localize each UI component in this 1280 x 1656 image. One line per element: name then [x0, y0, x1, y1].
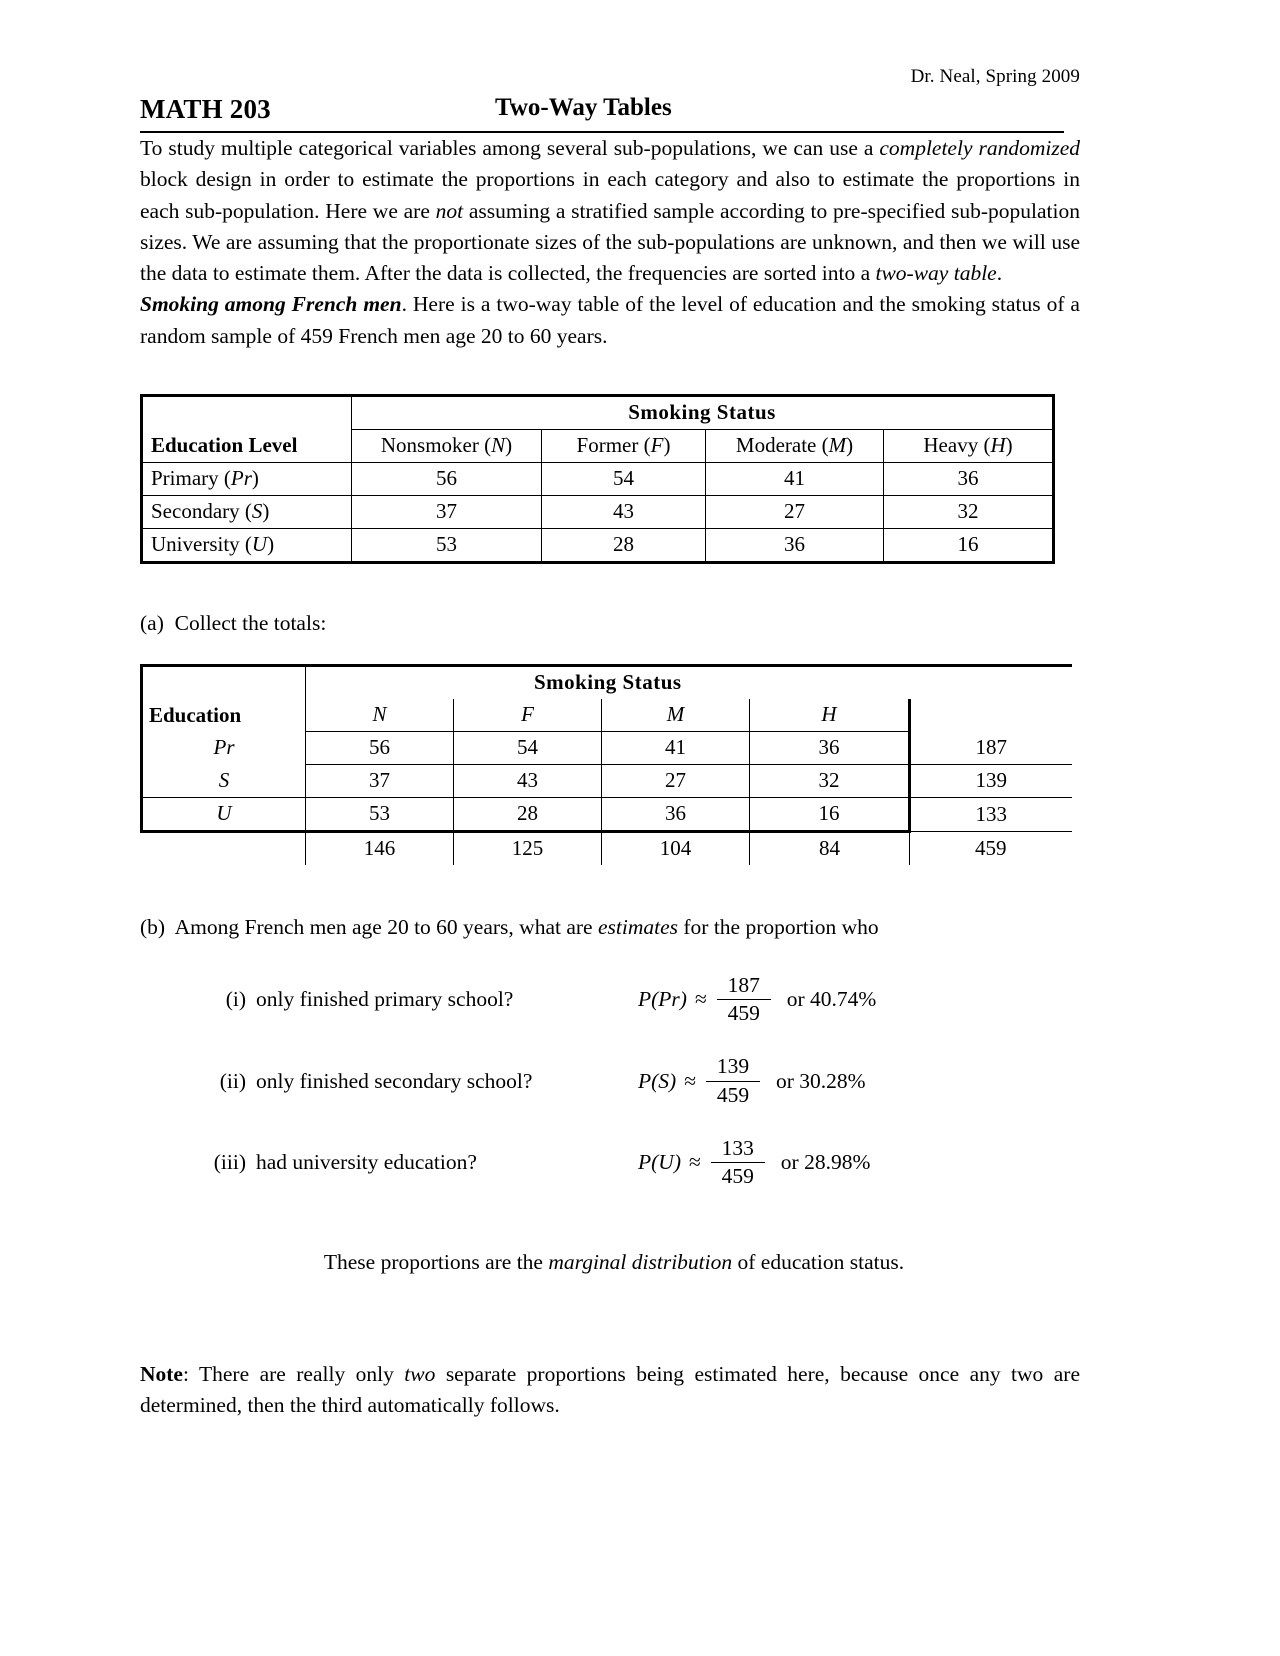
table2-row-total: 133 — [910, 797, 1072, 831]
row-label-symbol: Pr — [230, 466, 252, 491]
table1-cell: 37 — [352, 495, 542, 528]
part-b-emphasis: estimates — [597, 914, 678, 939]
table2-cell: 32 — [750, 764, 910, 797]
marginal-emphasis: marginal distribution — [548, 1250, 733, 1275]
table1-cell: 56 — [352, 462, 542, 495]
table2-row-label-u: U — [142, 797, 306, 831]
row-label-symbol: U — [251, 532, 268, 557]
table2-row-total: 187 — [910, 731, 1072, 764]
table2-cell: 28 — [454, 797, 602, 831]
table-row — [142, 731, 1072, 764]
table2-cell: 53 — [306, 797, 454, 831]
table2-row-label-s: S — [142, 764, 306, 797]
col-header-close: ) — [663, 433, 671, 458]
question-item-ii — [202, 1055, 1080, 1106]
intro-text-3: assuming a stratified sample according to pre-specified sub-population sizes. We are assuming that the proportionate sizes of the sub-populations are unknown, and then we will use the data to estimate them. After the data is collected, the frequencies are sorted into a — [140, 198, 1080, 286]
col-header-close: ) — [846, 433, 854, 458]
row-label-text: Secondary ( — [151, 499, 252, 524]
col-header-text: Nonsmoker ( — [380, 433, 492, 458]
probability-expression: P(S) — [638, 1068, 677, 1093]
approx-sign: ≈ — [688, 1150, 701, 1175]
table2-column-total: 104 — [602, 831, 750, 865]
question-formula — [638, 1055, 866, 1106]
smoking-section-body: . Here is a two-way table of the level of education and the smoking status of a random sample of 459 French men age 20 to 60 years. — [140, 292, 1080, 348]
fraction-numerator: 133 — [721, 1135, 754, 1160]
table1-col-header-heavy — [884, 429, 1054, 462]
fraction-denominator: 459 — [727, 1001, 760, 1026]
part-b-text-2: for the proportion who — [678, 914, 879, 939]
table2-column-total: 125 — [454, 831, 602, 865]
row-label-close: ) — [251, 466, 259, 491]
table2-col-header-f: F — [454, 699, 602, 732]
percent-value: or 30.28% — [776, 1068, 866, 1093]
question-formula — [638, 1137, 870, 1188]
table2-totals-label — [142, 831, 306, 865]
table2-cell: 27 — [602, 764, 750, 797]
table2-row-label-pr: Pr — [142, 731, 306, 764]
intro-emphasis-1: completely randomized — [879, 136, 1080, 160]
question-formula — [638, 974, 876, 1025]
approx-sign: ≈ — [684, 1068, 697, 1093]
table-row-group-header — [142, 395, 1054, 429]
row-label-text: Primary ( — [151, 466, 231, 491]
table2-row-header-label: Education — [142, 699, 306, 732]
question-text: had university education? — [256, 1150, 477, 1175]
part-b-line — [140, 915, 1080, 940]
fraction — [706, 1055, 760, 1106]
table2-cell: 43 — [454, 764, 602, 797]
part-a-label: (a) — [140, 610, 164, 635]
table1-cell: 54 — [542, 462, 706, 495]
part-b-label: (b) — [140, 914, 166, 939]
table2-col-header-m: M — [602, 699, 750, 732]
table1-row-label-secondary — [142, 495, 352, 528]
fraction — [711, 1137, 765, 1188]
table2-col-header-h: H — [750, 699, 910, 732]
table1-col-header-moderate — [706, 429, 884, 462]
col-header-symbol: F — [650, 433, 664, 458]
intro-emphasis-3: two-way table — [875, 261, 997, 286]
table2-spacer-top — [910, 665, 1072, 699]
question-text: only finished secondary school? — [256, 1068, 533, 1093]
fraction-bar — [706, 1081, 760, 1082]
table2-cell: 36 — [750, 731, 910, 764]
part-b-text-1: Among French men age 20 to 60 years, what are — [174, 914, 598, 939]
fraction-denominator: 459 — [721, 1164, 754, 1189]
marginal-text-2: of education status. — [732, 1250, 905, 1275]
col-header-text: Former ( — [576, 433, 651, 458]
col-header-close: ) — [1005, 433, 1013, 458]
question-item-i — [202, 974, 1080, 1025]
table1-cell: 27 — [706, 495, 884, 528]
note-paragraph — [140, 1359, 1080, 1421]
table-row — [142, 462, 1054, 495]
intro-paragraph — [140, 133, 1080, 289]
table-row-totals — [142, 831, 1072, 865]
table-row — [142, 528, 1054, 562]
header-author: Dr. Neal, Spring 2009 — [910, 66, 1080, 87]
question-text: only finished primary school? — [256, 987, 514, 1012]
table1-cell: 36 — [706, 528, 884, 562]
part-a-line — [140, 611, 1080, 636]
table1-cell: 32 — [884, 495, 1054, 528]
table1-col-header-former — [542, 429, 706, 462]
table2-cell: 16 — [750, 797, 910, 831]
col-header-symbol: H — [990, 433, 1006, 458]
table-row — [142, 764, 1072, 797]
table1-cell: 36 — [884, 462, 1054, 495]
table1-cell: 28 — [542, 528, 706, 562]
table2-cell: 54 — [454, 731, 602, 764]
fraction-denominator: 459 — [716, 1082, 750, 1107]
percent-value: or 28.98% — [780, 1150, 871, 1175]
table2-spacer-header — [910, 699, 1072, 732]
note-emphasis: two — [404, 1362, 436, 1387]
table2-cell: 36 — [602, 797, 750, 831]
col-header-close: ) — [505, 433, 513, 458]
probability-expression: P(U) — [638, 1150, 681, 1175]
table-row-group-header — [142, 665, 1072, 699]
table2-grand-total: 459 — [975, 835, 1007, 860]
table1-cell: 16 — [884, 528, 1054, 562]
intro-emphasis-2: not — [435, 198, 464, 223]
col-header-text: Heavy ( — [923, 433, 991, 458]
table-row — [142, 495, 1054, 528]
page-title: Two-Way Tables — [495, 94, 672, 121]
table2-cell: 56 — [306, 731, 454, 764]
row-label-text: University ( — [151, 532, 252, 557]
fraction-numerator: 139 — [716, 1054, 750, 1079]
two-way-table-container — [140, 394, 1080, 564]
table-row-column-headers — [142, 699, 1072, 732]
marginal-text-1: These proportions are the — [323, 1250, 549, 1275]
table2-row-total: 139 — [910, 764, 1072, 797]
table1-cell: 41 — [706, 462, 884, 495]
page-content — [140, 0, 1080, 1421]
table2-column-total: 84 — [750, 831, 910, 865]
table1-col-header-nonsmoker — [352, 429, 542, 462]
course-code: MATH 203 — [140, 94, 271, 124]
table2-cell: 41 — [602, 731, 750, 764]
smoking-section-paragraph — [140, 289, 1080, 352]
table-row — [142, 797, 1072, 831]
table1-corner-cell — [142, 395, 352, 429]
table2-column-total: 146 — [306, 831, 454, 865]
col-header-text: Moderate ( — [735, 433, 829, 458]
fraction-numerator: 187 — [727, 972, 760, 997]
header-title-row — [140, 94, 1080, 125]
row-label-close: ) — [267, 532, 275, 557]
approx-sign: ≈ — [694, 987, 707, 1012]
marginal-distribution-note — [140, 1250, 1080, 1275]
intro-text-4: . — [996, 261, 1003, 286]
table2-group-header: Smoking Status — [306, 665, 910, 699]
table1-group-header: Smoking Status — [352, 395, 1054, 429]
table1-row-label-primary — [142, 462, 352, 495]
table1-row-header-label: Education Level — [142, 429, 352, 462]
intro-text-1: To study multiple categorical variables among several sub-populations, we can use a — [140, 136, 880, 160]
question-label: (iii) — [213, 1150, 246, 1175]
col-header-symbol: N — [491, 433, 506, 458]
table1-cell: 43 — [542, 495, 706, 528]
part-a-text: Collect the totals: — [174, 610, 327, 635]
fraction-bar — [711, 1162, 765, 1163]
two-way-table — [140, 394, 1055, 564]
table-row-column-headers — [142, 429, 1054, 462]
row-label-symbol: S — [251, 499, 263, 524]
table1-cell: 53 — [352, 528, 542, 562]
question-label: (i) — [225, 987, 246, 1012]
table1-row-label-university — [142, 528, 352, 562]
table2-col-header-n: N — [306, 699, 454, 732]
smoking-section-heading: Smoking among French men — [140, 292, 402, 317]
note-text-2: separate proportions being estimated here, because once any two are determined, then the third automatically follows. — [140, 1362, 1080, 1418]
note-label: Note — [140, 1362, 183, 1387]
totals-table-container — [140, 664, 1080, 865]
table2-cell: 37 — [306, 764, 454, 797]
question-item-iii — [202, 1137, 1080, 1188]
fraction — [717, 974, 771, 1025]
question-label: (ii) — [219, 1068, 246, 1093]
fraction-bar — [717, 999, 771, 1000]
probability-expression: P(Pr) — [638, 987, 687, 1012]
intro-text-2: block design in order to estimate the proportions in each category and also to estimate the proportions in each sub-population. Here we are — [140, 167, 1080, 223]
totals-table — [140, 664, 1072, 865]
table2-corner-cell — [142, 665, 306, 699]
row-label-close: ) — [262, 499, 270, 524]
col-header-symbol: M — [828, 433, 847, 458]
percent-value: or 40.74% — [786, 987, 877, 1012]
note-text-1: : There are really only — [182, 1362, 405, 1387]
